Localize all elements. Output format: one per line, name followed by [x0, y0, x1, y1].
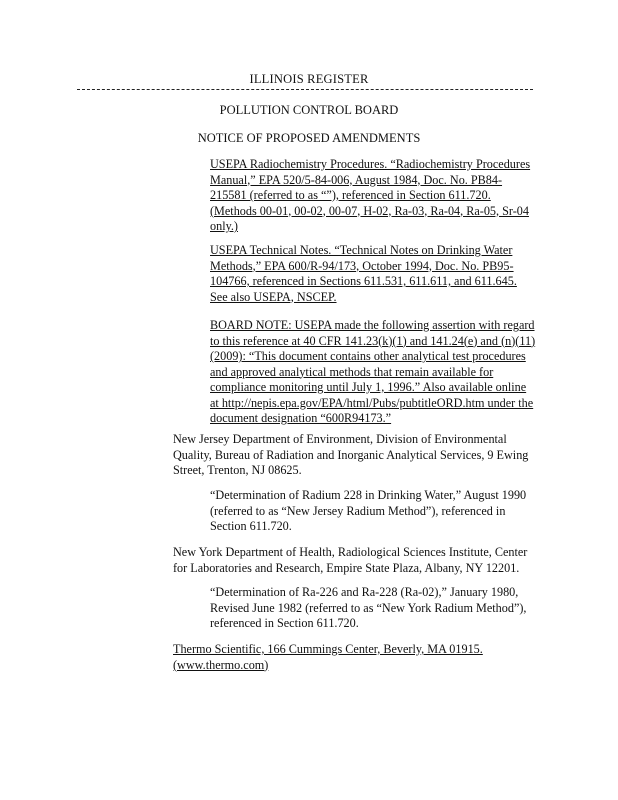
text-line: Thermo Scientific, 166 Cummings Center, Beverly, MA 01915.	[173, 642, 483, 656]
text-line: New York Department of Health, Radiological Sciences Institute, Center	[173, 545, 528, 559]
header-rule	[77, 89, 533, 90]
text-line: See also USEPA, NSCEP.	[210, 289, 337, 304]
text-line: only.)	[210, 219, 238, 233]
text-line: USEPA Technical Notes. “Technical Notes on Drinking Water	[210, 243, 513, 257]
text-line: (www.thermo.com)	[173, 657, 269, 672]
text-line: (2009): “This document contains other analytical test procedures	[210, 349, 526, 363]
text-line: for Laboratories and Research, Empire State Plaza, Albany, NY 12201.	[173, 560, 520, 575]
text-line: “Determination of Ra-226 and Ra-228 (Ra-02),” January 1980,	[210, 585, 519, 599]
text-line: BOARD NOTE: USEPA made the following assertion with regard	[210, 318, 535, 332]
paragraph-usepa-technical-notes	[210, 243, 540, 305]
register-title	[0, 72, 618, 87]
paragraph-new-york-radium	[210, 585, 540, 632]
text-line: “Determination of Radium 228 in Drinking Water,” August 1990	[210, 488, 527, 502]
paragraph-usepa-radiochemistry	[210, 157, 540, 235]
text-line: 215581 (referred to as “”), referenced in Section 611.720.	[210, 188, 491, 202]
text-line: to this reference at 40 CFR 141.23(k)(1) and 141.24(e) and (n)(11)	[210, 333, 536, 348]
paragraph-board-note	[210, 318, 540, 427]
paragraph-thermo-scientific	[173, 642, 533, 673]
text-line: and approved analytical methods that remain available for	[210, 364, 494, 379]
agency-heading: POLLUTION CONTROL BOARD	[219, 103, 399, 117]
text-line: referenced in Section 611.720.	[210, 616, 359, 630]
text-line: Revised June 1982 (referred to as “New York Radium Method”),	[210, 600, 527, 615]
paragraph-new-york-dept	[173, 545, 533, 576]
text-line: compliance monitoring until July 1, 1996.” Also available online	[210, 380, 527, 394]
text-line: Manual,” EPA 520/5-84-006, August 1984, Doc. No. PB84-	[210, 172, 503, 187]
text-line: New Jersey Department of Environment, Division of Environmental	[173, 432, 507, 446]
text-line: 104766, referenced in Sections 611.531, 611.611, and 611.645.	[210, 274, 517, 288]
paragraph-new-jersey-radium	[210, 488, 540, 535]
text-line: document designation “600R94173.”	[210, 411, 392, 425]
text-line: Section 611.720.	[210, 519, 292, 533]
text-line: (Methods 00-01, 00-02, 00-07, H-02, Ra-03, Ra-04, Ra-05, Sr-04	[210, 203, 529, 218]
paragraph-new-jersey-dept	[173, 432, 533, 479]
text-line: Methods,” EPA 600/R-94/173, October 1994, Doc. No. PB95-	[210, 258, 514, 273]
text-line: (referred to as “New Jersey Radium Method”), referenced in	[210, 503, 506, 518]
text-line: Street, Trenton, NJ 08625.	[173, 463, 302, 477]
text-line: at http://nepis.epa.gov/EPA/html/Pubs/pubtitleORD.htm under the	[210, 395, 534, 410]
text-line: Quality, Bureau of Radiation and Inorganic Analytical Services, 9 Ewing	[173, 447, 529, 462]
register-title-text: ILLINOIS REGISTER	[245, 72, 372, 86]
notice-heading: NOTICE OF PROPOSED AMENDMENTS	[197, 131, 421, 145]
text-line: USEPA Radiochemistry Procedures. “Radiochemistry Procedures	[210, 157, 531, 171]
